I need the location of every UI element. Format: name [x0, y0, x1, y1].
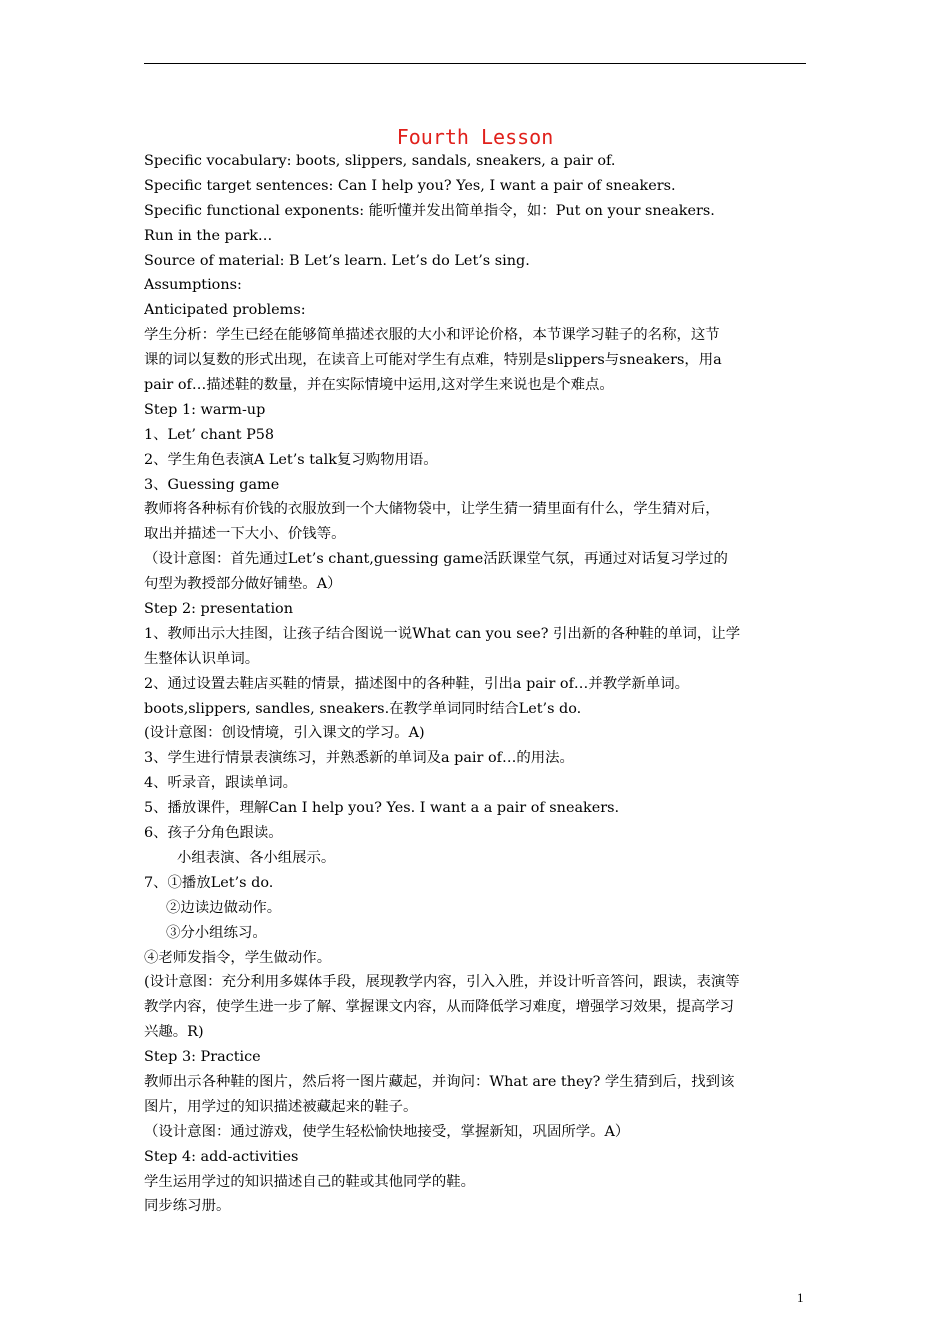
text-line: Anticipated problems: — [144, 302, 306, 319]
text-line: pair of…描述鞋的数量，并在实际情境中运用,这对学生来说也是个难点。 — [144, 377, 614, 394]
text-line: 3、学生进行情景表演练习，并熟悉新的单词及a pair of…的用法。 — [144, 750, 574, 767]
page-title: Fourth Lesson — [396, 125, 554, 149]
text-line: 兴趣。R) — [144, 1024, 204, 1041]
text-line: Assumptions: — [144, 277, 242, 294]
text-line: 教学内容，使学生进一步了解、掌握课文内容，从而降低学习难度，增强学习效果，提高学习 — [144, 999, 735, 1016]
text-line: 生整体认识单词。 — [144, 650, 260, 667]
text-line: boots,slippers, sandles, sneakers.在教学单词同时结合Let’s do. — [144, 700, 582, 717]
text-line: 课的词以复数的形式出现，在读音上可能对学生有点难，特别是slippers与sneakers，用a — [144, 352, 722, 369]
text-line: (设计意图：创设情境，引入课文的学习。A) — [144, 725, 425, 742]
text-line: ④老师发指令，学生做动作。 — [144, 949, 332, 966]
text-line: ②边读边做动作。 — [166, 899, 282, 916]
text-line: 4、听录音，跟读单词。 — [144, 775, 298, 792]
text-line: 学生运用学过的知识描述自己的鞋或其他同学的鞋。 — [144, 1173, 475, 1190]
text-line: 5、播放课件，理解Can I help you? Yes. I want a a pair of sneakers. — [144, 800, 620, 817]
text-line: 图片，用学过的知识描述被藏起来的鞋子。 — [144, 1098, 418, 1115]
text-line: ③分小组练习。 — [166, 924, 267, 941]
text-line: 学生分析：学生已经在能够简单描述衣服的大小和评论价格，本节课学习鞋子的名称，这节 — [144, 327, 720, 344]
step-heading: Step 2: presentation — [144, 601, 293, 618]
text-line: Source of material: B Let’s learn. Let’s do Let’s sing. — [144, 252, 530, 269]
text-line: 1、教师出示大挂图，让孩子结合图说一说What can you see? 引出新的各种鞋的单词，让学 — [144, 625, 741, 642]
text-line: （设计意图：通过游戏，使学生轻松愉快地接受，掌握新知，巩固所学。A） — [144, 1123, 630, 1140]
text-line: 取出并描述一下大小、价钱等。 — [144, 526, 346, 543]
text-line: Specific functional exponents: 能听懂并发出简单指令，如：Put on your sneakers. — [144, 202, 715, 219]
text-line: (设计意图：充分利用多媒体手段，展现教学内容，引入入胜，并设计听音答问，跟读，表演等 — [144, 974, 740, 991]
text-line: 2、通过设置去鞋店买鞋的情景，描述图中的各种鞋，引出a pair of…并教学新单词。 — [144, 675, 690, 692]
step-heading: Step 1: warm-up — [144, 401, 266, 418]
text-line: Specific vocabulary: boots, slippers, sandals, sneakers, a pair of. — [144, 153, 616, 169]
step-heading: Step 3: Practice — [144, 1049, 261, 1066]
lesson-body — [144, 149, 808, 1219]
text-line: 教师将各种标有价钱的衣服放到一个大储物袋中，让学生猜一猜里面有什么，学生猜对后， — [144, 501, 720, 518]
text-line: 1、Let’ chant P58 — [144, 426, 275, 443]
text-line: Run in the park… — [144, 227, 273, 244]
text-line: 同步练习册。 — [144, 1198, 231, 1215]
text-line: Specific target sentences: Can I help you? Yes, I want a pair of sneakers. — [144, 177, 676, 194]
text-line: 2、学生角色表演A Let’s talk复习购物用语。 — [144, 451, 438, 468]
text-line: 6、孩子分角色跟读。 — [144, 825, 283, 842]
text-line: 7、①播放Let’s do. — [144, 874, 274, 891]
header-rule — [144, 63, 806, 64]
text-line: 小组表演、各小组展示。 — [177, 849, 336, 866]
text-line: （设计意图：首先通过Let’s chant,guessing game活跃课堂气氛，再通过对话复习学过的 — [144, 551, 728, 568]
page-number: 1 — [797, 1290, 804, 1305]
text-line: 3、Guessing game — [144, 476, 280, 493]
text-line: 教师出示各种鞋的图片，然后将一图片藏起，并询问：What are they? 学生猜到后，找到该 — [144, 1073, 735, 1090]
step-heading: Step 4: add-activities — [144, 1148, 299, 1165]
text-line: 句型为教授部分做好铺垫。A） — [144, 576, 342, 593]
